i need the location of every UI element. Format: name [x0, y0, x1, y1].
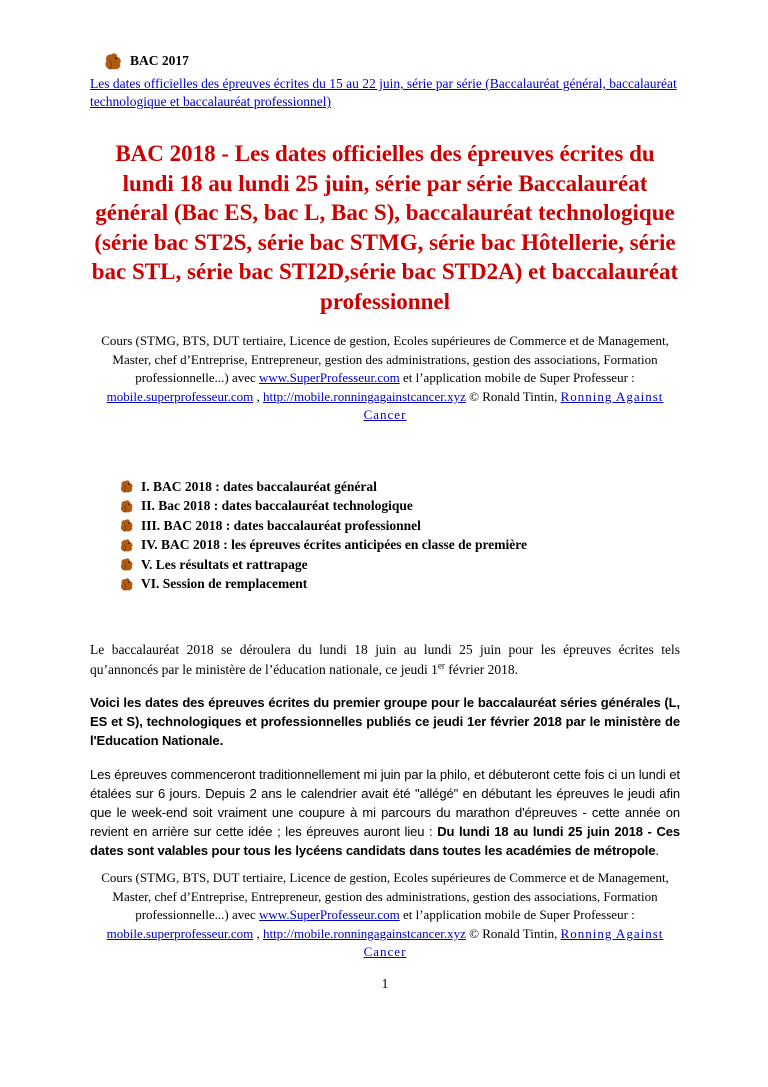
paragraph-intro-end: février 2018.	[444, 661, 518, 677]
paragraph-details-period: .	[655, 843, 659, 859]
table-of-contents	[120, 477, 680, 594]
ronning-against-cancer-link[interactable]: Ronning Against Cancer	[363, 388, 664, 423]
toc-item-label: II. Bac 2018 : dates baccalauréat technologique	[141, 498, 413, 514]
squirrel-icon	[120, 480, 134, 493]
ronning-against-cancer-link[interactable]: Ronning Against Cancer	[363, 925, 664, 960]
paragraph-dates-bold: Voici les dates des épreuves écrites du premier groupe pour le baccalauréat séries générales (L, ES et S), technologiques et professionnelles publiés ce jeudi 1er février 2018 par le ministère de l'Education Nationale.	[90, 695, 680, 749]
header	[104, 50, 680, 72]
paragraph-intro-text: Le baccalauréat 2018 se déroulera du lundi 18 juin au lundi 25 juin pour les épreuves écrites tels qu’annoncés par le ministère de l’éducation nationale, ce jeudi 1	[90, 641, 680, 677]
promo-text-1: Cours (STMG, BTS, DUT tertiaire, Licence de gestion, Ecoles supérieures de Commerce et de Management, Master, chef d’Entreprise, Entrepreneur, gestion des administrations, gestion des associations, Formation professionnelle...) avec	[101, 333, 669, 386]
squirrel-icon	[120, 539, 134, 552]
ronningagainstcancer-url-link[interactable]: http://mobile.ronningagainstcancer.xyz	[262, 925, 466, 941]
promo-text-4: © Ronald Tintin,	[465, 925, 561, 941]
squirrel-icon	[120, 500, 134, 513]
paragraph-details	[90, 766, 680, 861]
toc-item-label: V. Les résultats et rattrapage	[141, 556, 308, 572]
previous-article-link[interactable]: Les dates officielles des épreuves écrites du 15 au 22 juin, série par série (Baccalauréat général, baccalauréat technologique et baccalauréat professionnel)	[90, 76, 677, 110]
promo-text-1: Cours (STMG, BTS, DUT tertiaire, Licence de gestion, Ecoles supérieures de Commerce et de Management, Master, chef d’Entreprise, Entrepreneur, gestion des administrations, gestion des associations, Formation professionnelle...) avec	[101, 870, 669, 923]
paragraph-details-bold: Du lundi 18 au lundi 25 juin 2018 - Ces dates sont valables pour tous les lycéens candidats dans toutes les académies de métropole	[90, 824, 681, 859]
promo-text-3: ,	[253, 925, 263, 941]
header-title: BAC 2017	[130, 53, 189, 68]
paragraph-intro	[90, 640, 680, 679]
superprofesseur-link[interactable]: www.SuperProfesseur.com	[259, 370, 400, 386]
promo-text-4: © Ronald Tintin,	[465, 388, 561, 404]
squirrel-icon	[120, 519, 134, 532]
toc-item-label: III. BAC 2018 : dates baccalauréat professionnel	[141, 517, 421, 533]
toc-item	[120, 477, 680, 497]
page-number: 1	[381, 976, 389, 991]
promo-text-2: et l’application mobile de Super Professeur :	[399, 907, 635, 923]
squirrel-icon	[120, 578, 134, 591]
toc-item	[120, 496, 680, 516]
promo-text-3: ,	[253, 388, 263, 404]
promo-paragraph-top	[90, 332, 680, 425]
toc-item-label: I. BAC 2018 : dates baccalauréat général	[141, 478, 377, 494]
toc-item-label: VI. Session de remplacement	[141, 576, 308, 592]
promo-text-2: et l’application mobile de Super Professeur :	[399, 370, 635, 386]
squirrel-icon	[104, 53, 123, 70]
main-title: BAC 2018 - Les dates officielles des épreuves écrites du lundi 18 au lundi 25 juin, série par série Baccalauréat général (Bac ES, bac L, Bac S), baccalauréat technologique (série bac ST2S, série bac STMG, série bac Hôtellerie, série bac STL, série bac STI2D,série bac STD2A) et baccalauréat professionnel	[91, 141, 679, 314]
toc-item	[120, 516, 680, 536]
squirrel-icon	[120, 558, 134, 571]
toc-item	[120, 555, 680, 575]
superscript-er: er	[437, 660, 445, 671]
toc-item	[120, 535, 680, 555]
paragraph-details-text: Les épreuves commenceront traditionnellement mi juin par la philo, et débuteront cette fois ci un lundi et étalées sur 6 jours. Depuis 2 ans le calendrier avait été "allégé" en débutant les épreuves le jeudi afin que le week-end soit vraiment une coupure à mi parcours du marathon d'épreuves - cette année on revient en arrière sur cette idée ; les épreuves auront lieu :	[90, 767, 680, 840]
toc-item	[120, 574, 680, 594]
mobile-superprofesseur-link[interactable]: mobile.superprofesseur.com	[106, 925, 254, 941]
mobile-superprofesseur-link[interactable]: mobile.superprofesseur.com	[106, 388, 254, 404]
toc-item-label: IV. BAC 2018 : les épreuves écrites anticipées en classe de première	[141, 537, 527, 553]
promo-paragraph-bottom	[90, 869, 680, 962]
superprofesseur-link[interactable]: www.SuperProfesseur.com	[259, 907, 400, 923]
ronningagainstcancer-url-link[interactable]: http://mobile.ronningagainstcancer.xyz	[262, 388, 466, 404]
